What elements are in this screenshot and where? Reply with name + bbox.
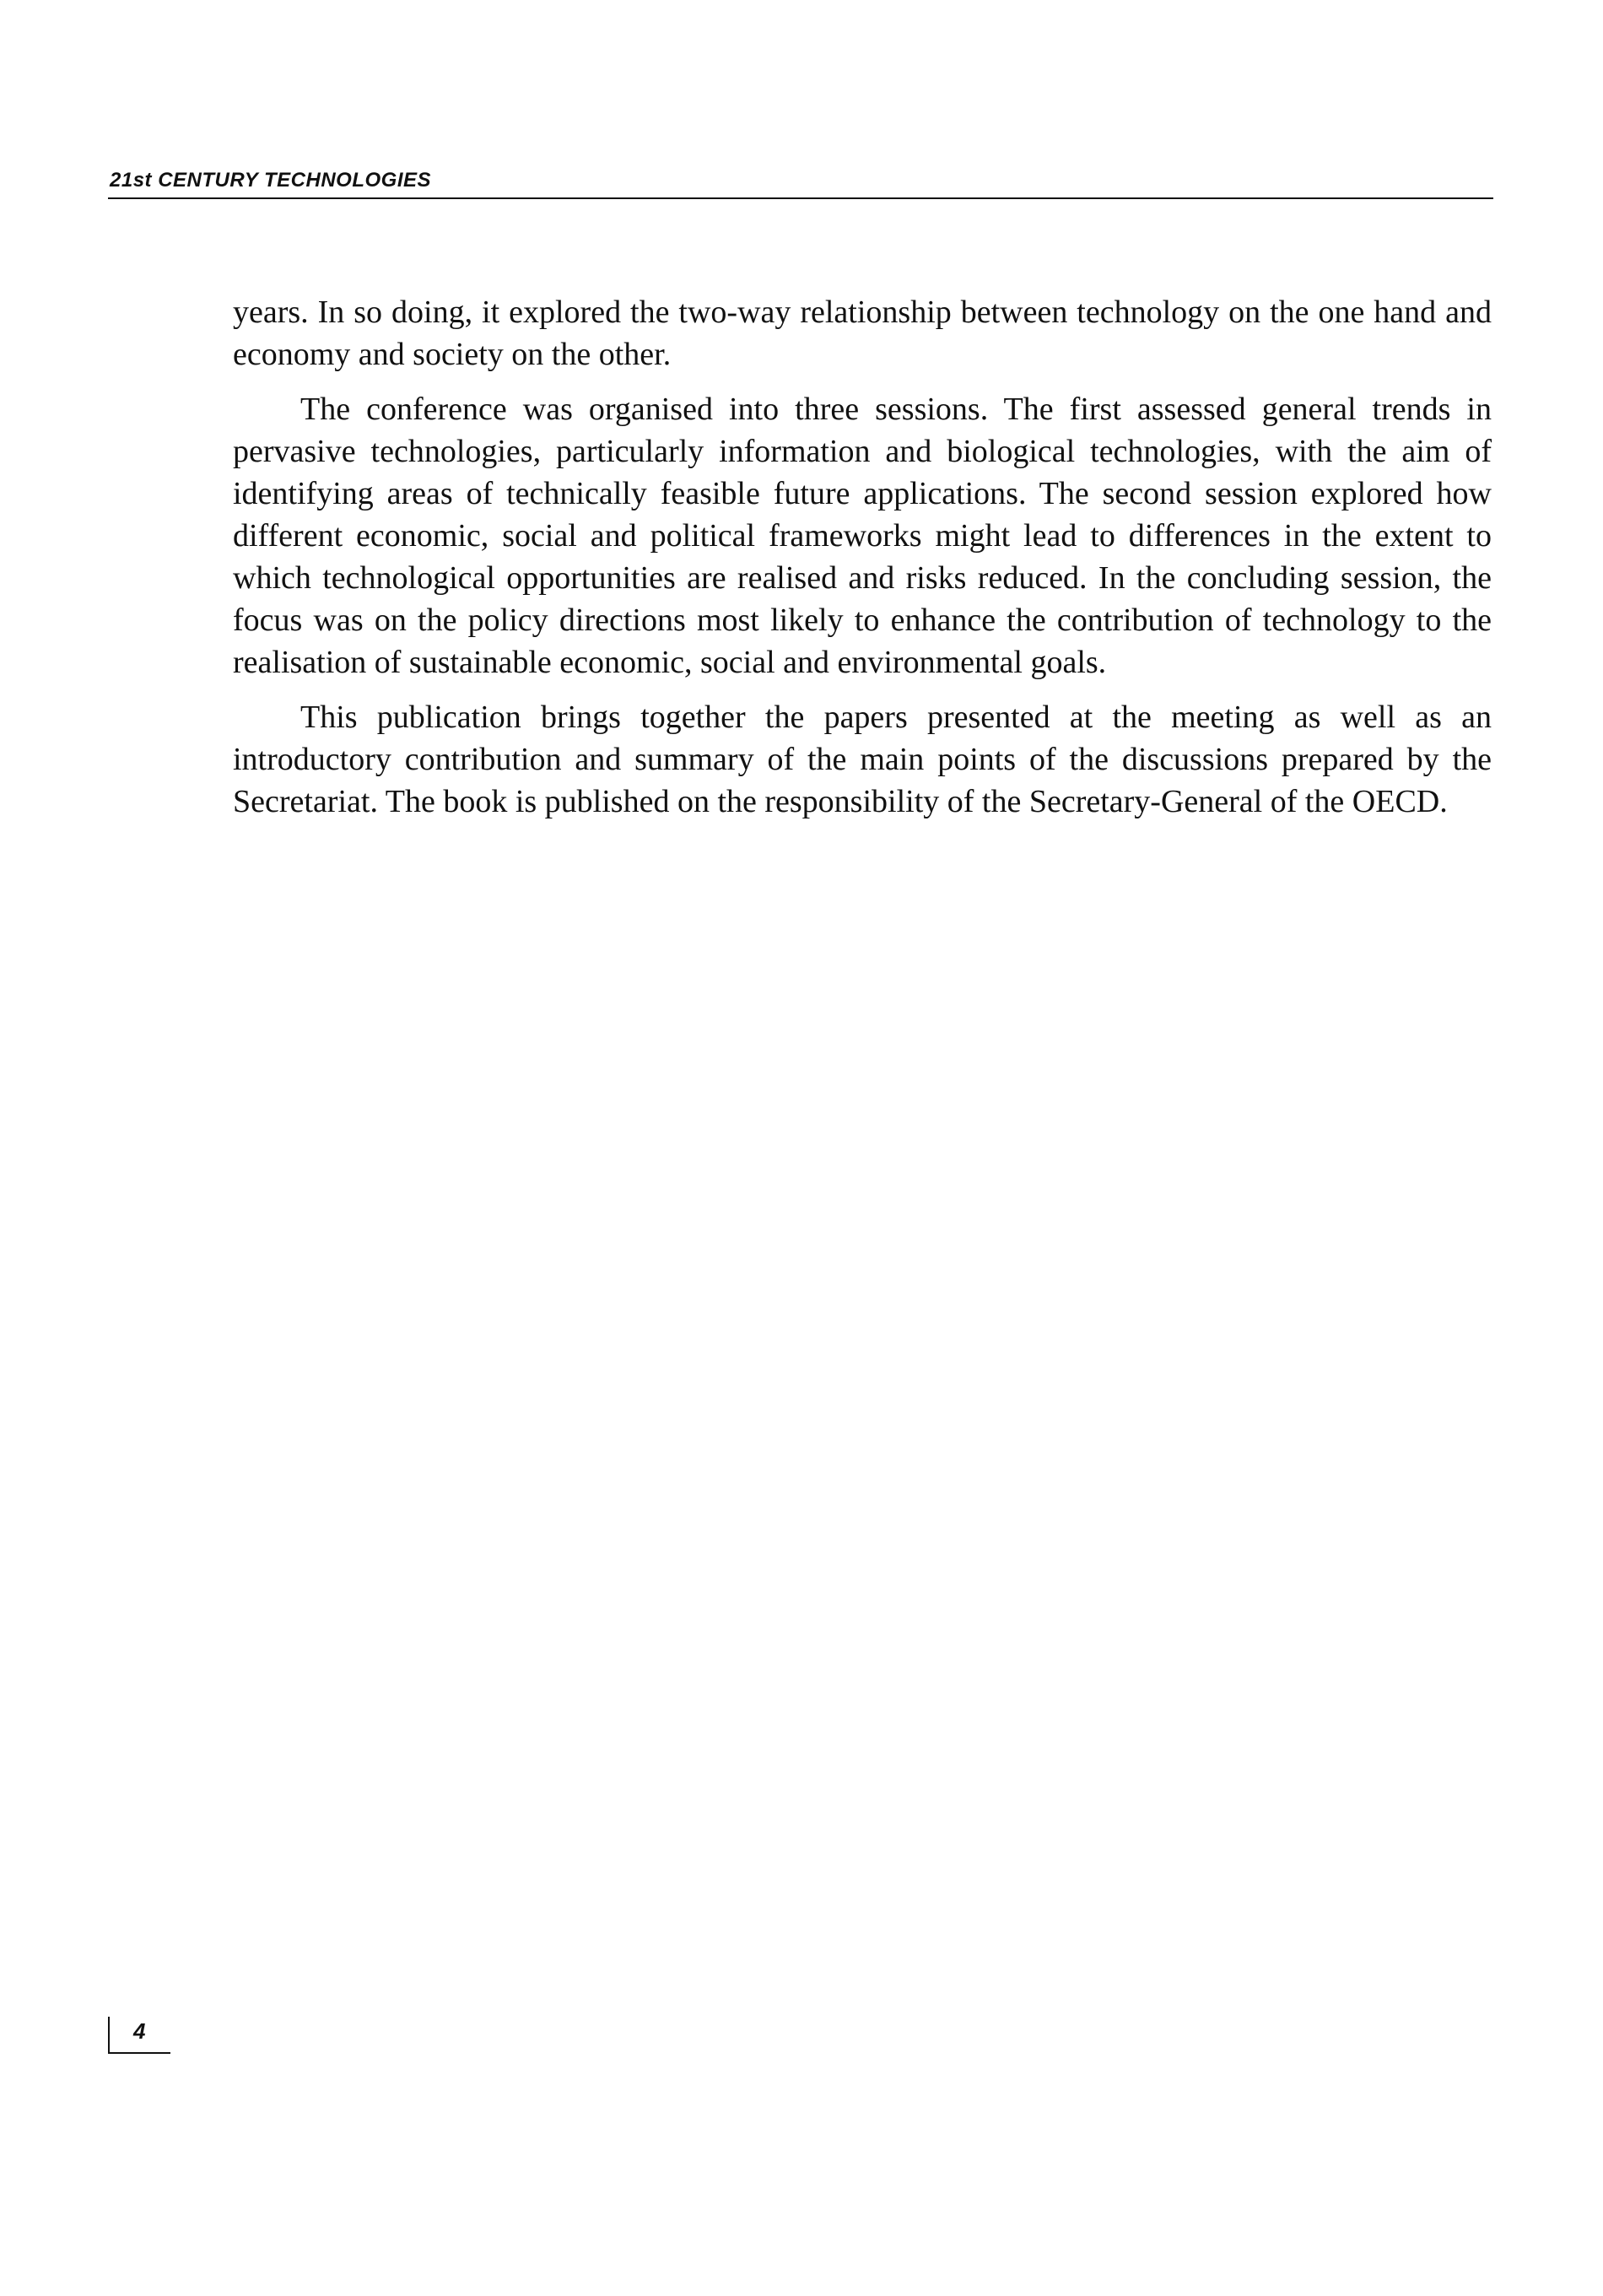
paragraph-conference-sessions: The conference was organised into three sessions. The first assessed general trends in pervasive technologies, particularly information and biological technologies, with the aim of identifying areas of technically feasible future applications. The second session explored how different economic, social and political frameworks might lead to differences in the extent to which technological opportunities are realised and risks reduced. In the concluding session, the focus was on the policy directions most likely to enhance the contribution of technology to the realisation of sustainable economic, social and environmental goals. [233, 392, 1492, 680]
paragraph-continuation: years. In so doing, it explored the two-way relationship between technology on the one hand and economy and society on the other. [233, 294, 1492, 372]
page-number-box [108, 2017, 170, 2054]
page-number: 4 [133, 2018, 146, 2044]
paragraph-publication: This publication brings together the papers presented at the meeting as well as an introductory contribution and summary of the main points of the discussions prepared by the Secretariat. The book is published on the responsibility of the Secretary-General of the OECD. [233, 700, 1492, 819]
running-header-title: 21st CENTURY TECHNOLOGIES [110, 169, 432, 192]
body-text [233, 291, 1492, 835]
running-header [108, 165, 1493, 199]
